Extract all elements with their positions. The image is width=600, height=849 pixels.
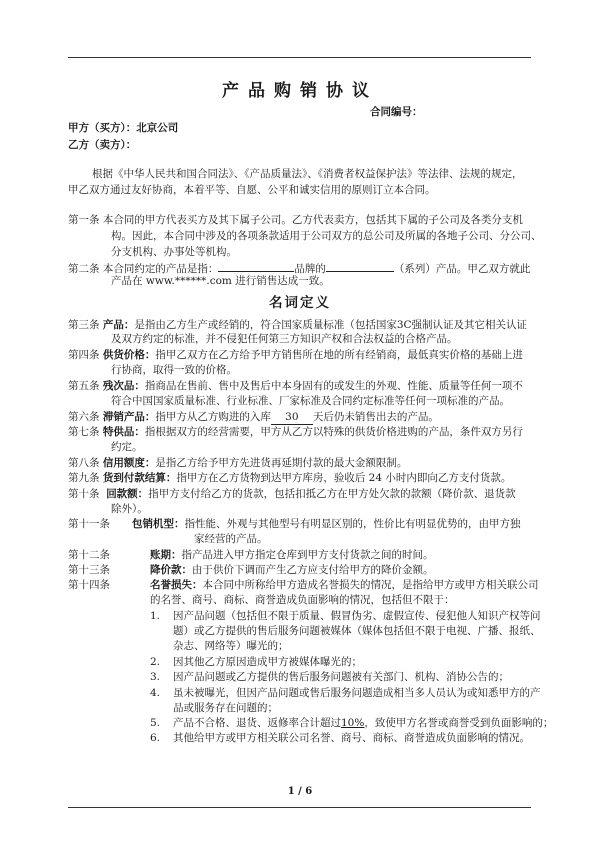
list-number: 6. — [150, 732, 161, 744]
list-text: ，致使甲方名誉或商誉受到负面影响的； — [364, 717, 554, 729]
article-11 — [68, 517, 110, 531]
article-number: 第六条 — [68, 411, 100, 423]
preamble-line-2: 甲乙双方通过友好协商，本着平等、自愿、公平和诚实信用的原则订立本合同。 — [68, 184, 436, 196]
list-item-5-line-1 — [173, 716, 553, 730]
article-14 — [68, 578, 110, 592]
article-term: 账期： — [150, 549, 182, 561]
article-term: 滞销产品： — [102, 411, 156, 423]
list-item-1-line-3: 杂志、网络等）曝光的； — [173, 640, 289, 652]
article-14-body — [150, 578, 539, 592]
article-text: 指甲方支付给乙方的货款，包括扣抵乙方在甲方处欠款的款额（降价款、退货款 — [148, 488, 516, 500]
article-term: 降价款： — [150, 564, 192, 576]
article-1-line-2: 构。因此，本合同中涉及的各项条款适用于公司双方的总公司及所属的各地子公司、分公司、 — [111, 230, 542, 242]
article-term: 特供品： — [102, 426, 145, 438]
article-13 — [68, 563, 110, 577]
article-number: 第三条 — [68, 319, 100, 331]
list-item — [150, 686, 160, 700]
article-5 — [68, 379, 523, 393]
article-text: 品牌的 — [294, 263, 326, 275]
percent-value: 10% — [341, 717, 365, 729]
article-text: 指甲方在乙方货物到达甲方库房，验收后 24 小时内即向乙方支付货款。 — [176, 472, 512, 484]
document-title: 产品购销协议 — [222, 81, 378, 101]
party-b — [68, 138, 136, 152]
list-number: 5. — [150, 717, 161, 729]
article-text: 本合同约定的产品是指： — [102, 263, 219, 275]
list-item-3-line-1: 因产品问题或乙方提供的售后服务问题被有关部门、机构、消协公告的； — [173, 671, 509, 683]
article-number: 第七条 — [68, 426, 100, 438]
article-8 — [68, 456, 407, 470]
article-3-line-2: 及双方约定的标准，并不侵犯任何第三方知识产权和合法权益的合格产品。 — [111, 333, 458, 345]
article-4 — [68, 348, 523, 362]
contract-number-label: 合同编号： — [370, 106, 423, 118]
article-9 — [68, 471, 511, 485]
article-text: 指甲方从乙方购进的入库 — [155, 411, 271, 423]
article-12 — [68, 548, 110, 562]
article-number: 第十一条 — [68, 518, 110, 530]
article-6 — [68, 410, 439, 425]
article-term: 回款额： — [106, 488, 149, 500]
article-text: 指性能、外观与其他型号有明显区别的，性价比有明显优势的，由甲方独 — [184, 518, 521, 530]
page-number: 1 / 6 — [287, 786, 313, 797]
list-number: 2. — [150, 656, 161, 668]
article-text: 由于供价下调而产生乙方应支付给甲方的降价金额。 — [192, 564, 434, 576]
list-item — [150, 716, 160, 730]
article-term: 供货价格： — [102, 349, 156, 361]
article-term: 残次品： — [102, 380, 145, 392]
article-2-line-2: 产品在 www.******.com 进行销售达成一致。 — [111, 275, 330, 287]
article-number: 第十四条 — [68, 579, 110, 591]
list-item-2-line-1: 因其他乙方原因造成甲方被媒体曝光的； — [173, 656, 362, 668]
list-number: 1. — [150, 610, 161, 622]
article-7-line-2: 约定。 — [111, 441, 143, 453]
article-13-body — [150, 563, 434, 577]
list-item — [150, 731, 160, 745]
list-number: 3. — [150, 671, 161, 683]
article-term: 名誉损失： — [150, 579, 203, 591]
party-a — [68, 121, 178, 135]
list-item — [150, 655, 160, 669]
header-rule — [68, 57, 531, 58]
article-term: 货到付款结算： — [102, 472, 177, 484]
list-item — [150, 670, 160, 684]
article-term: 信用额度： — [102, 457, 156, 469]
article-text: 天后仍未销售出去的产品。 — [312, 411, 439, 423]
article-term: 包销机型： — [132, 518, 185, 530]
article-number: 第八条 — [68, 457, 100, 469]
article-text: （系列）产品。甲乙双方就此 — [393, 263, 531, 275]
article-1 — [68, 213, 523, 227]
party-b-label: 乙方（卖方）： — [68, 139, 137, 151]
list-text: 产品不合格、退货、返修率合计超过 — [173, 717, 341, 729]
list-item-6-line-1: 其他给甲方或甲方相关联公司名誉、商号、商标、商誉造成负面影响的情况。 — [173, 732, 530, 744]
article-number: 第十二条 — [68, 549, 110, 561]
article-10 — [68, 487, 516, 501]
article-12-body — [150, 548, 434, 562]
days-value[interactable]: 30 — [271, 410, 313, 425]
party-a-value: 北京公司 — [136, 122, 179, 134]
list-item-1-line-1: 因产品问题（包括但不限于质量、假冒伪劣、虚假宣传、侵犯他人知识产权等问 — [173, 610, 541, 622]
article-1-line-3: 分支机构、办事处等机构。 — [111, 246, 237, 258]
article-4-line-2: 行协商，取得一致的价格。 — [111, 364, 237, 376]
article-number: 第五条 — [68, 380, 100, 392]
article-number: 第一条 — [68, 214, 100, 226]
footer-rule — [68, 807, 531, 808]
article-text: 指甲乙双方在乙方给予甲方销售所在地的所有经销商，最低真实价格的基础上进 — [155, 349, 523, 361]
article-number: 第四条 — [68, 349, 100, 361]
list-item-4-line-1: 虽未被曝光，但因产品问题或售后服务问题造成相当多人员认为或知悉甲方的产 — [173, 687, 541, 699]
article-number: 第十条 — [68, 488, 100, 500]
list-number: 4. — [150, 687, 161, 699]
article-3 — [68, 318, 527, 332]
article-text: 是指乙方给予甲方先进货再延期付款的最大金额限制。 — [155, 457, 408, 469]
article-text: 本合同的甲方代表买方及其下属子公司。乙方代表卖方，包括其下属的子公司及各类分支机 — [102, 214, 523, 226]
article-5-line-2: 符合中国国家质量标准、行业标准、厂家标准及合同约定标准等任何一项标准的产品。 — [111, 395, 510, 407]
list-item-1-line-2: 题）或乙方提供的售后服务问题被媒体（媒体包括但不限于电视、广播、报纸、 — [173, 625, 541, 637]
party-a-label: 甲方（买方）： — [68, 122, 137, 134]
article-text: 本合同中所称给甲方造成名誉损失的情况，是指给甲方或甲方相关联公司 — [202, 579, 539, 591]
list-item-4-line-2: 品或服务存在问题的； — [173, 702, 278, 714]
article-11-body — [132, 517, 521, 531]
article-text: 是指由乙方生产或经销的，符合国家质量标准（包括国家3C强制认证及其它相关认证 — [134, 319, 528, 331]
article-7 — [68, 425, 523, 439]
article-text: 指商品在售前、售中及售后中本身固有的或发生的外观、性能、质量等任何一项不 — [144, 380, 523, 392]
section-heading: 名词定义 — [269, 295, 331, 311]
article-number: 第二条 — [68, 263, 100, 275]
list-item — [150, 609, 160, 623]
brand-blank[interactable] — [218, 260, 294, 272]
article-10-line-2: 除外）。 — [111, 503, 148, 515]
article-14-line-2: 的名誉、商号、商标、商誉造成负面影响的情况，包括但不限于： — [150, 594, 455, 606]
article-text: 指根据双方的经营需要，甲方从乙方以特殊的供货价格进购的产品，条件双方另行 — [144, 426, 523, 438]
article-number: 第九条 — [68, 472, 100, 484]
article-text: 指产品进入甲方指定仓库到甲方支付货款之间的时间。 — [181, 549, 434, 561]
article-term: 产品： — [102, 319, 135, 331]
series-blank[interactable] — [326, 260, 394, 272]
article-number: 第十三条 — [68, 564, 110, 576]
article-11-line-2: 家经营的产品。 — [194, 533, 268, 545]
preamble-line-1: 根据《中华人民共和国合同法》、《产品质量法》、《消费者权益保护法》等法律、法规的规定， — [92, 168, 523, 180]
